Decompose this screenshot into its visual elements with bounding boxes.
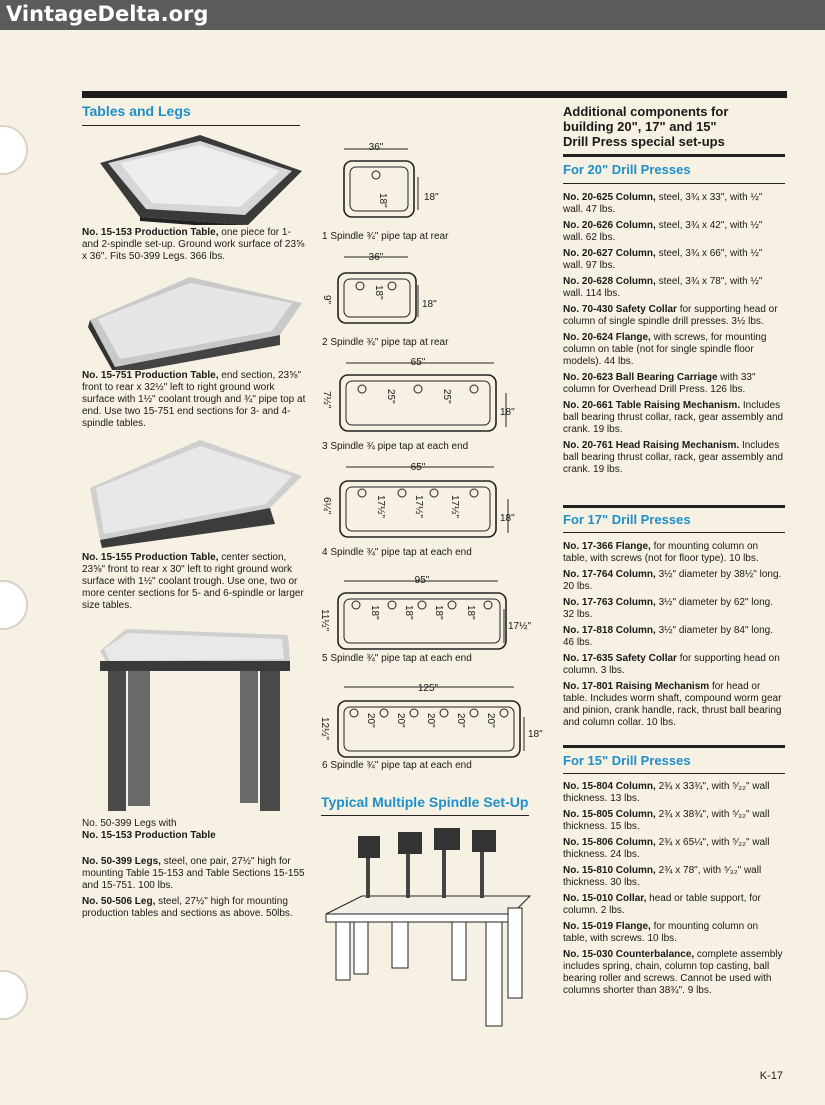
tables-and-legs-title: Tables and Legs <box>82 103 191 119</box>
list-item <box>563 304 785 328</box>
dim-depth: 18" <box>500 407 515 418</box>
item-50-399-name: No. 50-399 Legs, <box>82 856 161 867</box>
punch-hole <box>0 125 28 175</box>
legs-items <box>82 856 307 924</box>
for-15-list <box>563 781 785 1001</box>
list-item <box>563 541 785 565</box>
dim-side: 9" <box>321 295 332 305</box>
caption-2-spindle: 2 Spindle ¾" pipe tap at rear <box>322 337 449 348</box>
dim-width: 36" <box>368 142 384 153</box>
item-description: for mounting column on table, with screws (not for floor type). 10 lbs. <box>563 541 759 564</box>
heading-line2: building 20", 17" and 15" <box>563 119 717 134</box>
legs-with-table-image <box>78 625 310 815</box>
dim-width: 125" <box>417 683 439 694</box>
item-50-399 <box>82 856 307 892</box>
production-table-15-751-image <box>80 275 310 370</box>
for-17-title: For 17" Drill Presses <box>563 512 691 527</box>
item-name: No. 20-625 Column, <box>563 192 656 203</box>
diagram-4-spindle <box>321 462 515 537</box>
list-item <box>563 865 785 889</box>
dim-side: 12½" <box>319 717 330 741</box>
item-15-155-desc: center section, 23⅝" front to rear x 30" left to right ground work surface with 1½" coolant trough. Use one, two or more center sections for 5- and 6-spindle or larger size tables. <box>82 552 304 611</box>
additional-components-heading <box>563 104 783 149</box>
dim-spacing: 25" <box>385 389 396 404</box>
item-description: for mounting column on table, with screws. 10 lbs. <box>563 921 759 944</box>
list-item <box>563 400 785 436</box>
dim-spacing: 18" <box>377 193 388 208</box>
section-rule <box>563 154 785 157</box>
list-item <box>563 372 785 396</box>
diagram-3-spindle <box>321 357 515 431</box>
item-15-155-name: No. 15-155 Production Table, <box>82 552 219 563</box>
dim-spacing: 17½" <box>413 495 424 519</box>
dim-spacing: 20" <box>425 713 436 728</box>
item-description: with 33" column for Overhead Drill Press. 126 lbs. <box>563 372 756 395</box>
dim-width: 36" <box>368 252 384 263</box>
for-15-title: For 15" Drill Presses <box>563 753 691 768</box>
item-description: for supporting head on column. 3 lbs. <box>563 653 780 676</box>
item-name: No. 20-626 Column, <box>563 220 656 231</box>
list-item <box>563 597 785 621</box>
item-description: head or table support, for column. 2 lbs. <box>563 893 761 916</box>
dim-spacing: 20" <box>485 713 496 728</box>
diagram-5-spindle <box>319 575 531 649</box>
item-description: 3½" diameter by 62" long. 32 lbs. <box>563 597 773 620</box>
dim-spacing: 18" <box>369 605 380 620</box>
dim-spacing: 18" <box>373 285 384 300</box>
section-rule <box>563 183 785 184</box>
item-description: steel, 3¾ x 66", with ½" wall. 97 lbs. <box>563 248 763 271</box>
dim-spacing: 20" <box>455 713 466 728</box>
section-rule <box>321 815 529 816</box>
for-20-title: For 20" Drill Presses <box>563 162 691 177</box>
dim-side: 6¼" <box>321 497 332 515</box>
item-50-506 <box>82 896 307 920</box>
item-name: No. 20-628 Column, <box>563 276 656 287</box>
item-description: steel, 3¾ x 78", with ½" wall. 114 lbs. <box>563 276 763 299</box>
diagram-2-spindle <box>321 252 437 323</box>
section-rule <box>563 745 785 748</box>
setup-title: Typical Multiple Spindle Set-Up <box>321 794 529 810</box>
item-description: 3½" diameter by 38½" long. 20 lbs. <box>563 569 782 592</box>
list-item <box>563 681 785 729</box>
dim-spacing: 18" <box>403 605 414 620</box>
top-rule <box>82 91 787 98</box>
item-15-751 <box>82 370 307 430</box>
item-name: No. 70-430 Safety Collar <box>563 304 677 315</box>
item-name: No. 17-801 Raising Mechanism <box>563 681 710 692</box>
item-name: No. 17-366 Flange, <box>563 541 651 552</box>
item-name: No. 15-019 Flange, <box>563 921 651 932</box>
item-description: for supporting head or column of single spindle drill presses. 3½ lbs. <box>563 304 778 327</box>
dim-depth: 18" <box>422 299 437 310</box>
list-item <box>563 949 785 997</box>
dim-spacing: 18" <box>433 605 444 620</box>
dim-depth: 18" <box>424 192 439 203</box>
list-item <box>563 625 785 649</box>
dim-width: 65" <box>410 357 426 368</box>
item-15-153 <box>82 227 307 263</box>
diagram-6-spindle <box>319 683 543 757</box>
production-table-15-155-image <box>80 438 310 550</box>
dim-depth: 18" <box>500 513 515 524</box>
item-name: No. 20-761 Head Raising Mechanism. <box>563 440 740 451</box>
caption-6-spindle: 6 Spindle ¾" pipe tap at each end <box>322 760 472 771</box>
item-name: No. 20-661 Table Raising Mechanism. <box>563 400 741 411</box>
heading-line1: Additional components for <box>563 104 729 119</box>
production-table-15-153-image <box>80 133 310 225</box>
dim-depth: 18" <box>528 729 543 740</box>
list-item <box>563 809 785 833</box>
section-rule <box>563 532 785 533</box>
item-description: 2¾ x 65¼", with ⁵⁄₃₂" wall thickness. 24 lbs. <box>563 837 770 860</box>
caption-1-spindle: 1 Spindle ¾" pipe tap at rear <box>322 231 449 242</box>
list-item <box>563 653 785 677</box>
item-name: No. 20-623 Ball Bearing Carriage <box>563 372 718 383</box>
punch-hole <box>0 580 28 630</box>
list-item <box>563 220 785 244</box>
spindle-layout-diagrams <box>318 135 558 795</box>
list-item <box>563 569 785 593</box>
dim-spacing: 18" <box>465 605 476 620</box>
legs-caption-line1: No. 50-399 Legs with <box>82 818 177 829</box>
dim-width: 95" <box>414 575 430 586</box>
item-description: 2¾ x 33¾", with ⁵⁄₃₂" wall thickness. 13 lbs. <box>563 781 770 804</box>
dim-side: 7½" <box>321 391 332 409</box>
item-description: 3½" diameter by 84" long. 46 lbs. <box>563 625 773 648</box>
dim-spacing: 20" <box>365 713 376 728</box>
section-rule <box>82 125 300 126</box>
section-rule <box>563 505 785 508</box>
item-15-751-desc: end section, 23⅝" front to rear x 32½" left to right ground work surface with 1½" coolant trough and ¾" pipe top at end. Use two 15-751 end sections for 3- and 4-spindle tables. <box>82 370 306 429</box>
list-item <box>563 192 785 216</box>
list-item <box>563 921 785 945</box>
caption-5-spindle: 5 Spindle ¾" pipe tap at each end <box>322 653 472 664</box>
dim-spacing: 17½" <box>375 495 386 519</box>
item-name: No. 15-030 Counterbalance, <box>563 949 695 960</box>
item-description: with screws, for mounting column on table (not for single spindle floor models). 44 lbs. <box>563 332 767 367</box>
item-15-153-desc: one piece for 1- and 2-spindle set-up. Ground work surface of 23⅝ x 36". Fits 50-399 Legs. 366 lbs. <box>82 227 305 262</box>
item-50-399-desc: steel, one pair, 27½" high for mounting Table 15-153 and Table Sections 15-155 and 15-751. 100 lbs. <box>82 856 305 891</box>
item-name: No. 17-763 Column, <box>563 597 656 608</box>
list-item <box>563 440 785 476</box>
dim-spacing: 20" <box>395 713 406 728</box>
item-name: No. 15-810 Column, <box>563 865 656 876</box>
diagram-1-spindle <box>344 142 439 217</box>
for-20-list <box>563 192 785 480</box>
list-item <box>563 893 785 917</box>
item-name: No. 20-627 Column, <box>563 248 656 259</box>
site-banner <box>0 0 825 30</box>
list-item <box>563 837 785 861</box>
list-item <box>563 276 785 300</box>
dim-spacing: 25" <box>441 389 452 404</box>
item-description: 2¾ x 78", with ⁵⁄₃₂" wall thickness. 30 lbs. <box>563 865 762 888</box>
site-watermark: VintageDelta.org <box>6 2 209 26</box>
list-item <box>563 781 785 805</box>
item-name: No. 15-010 Collar, <box>563 893 647 904</box>
dim-depth: 17½" <box>508 621 532 632</box>
caption-3-spindle: 3 Spindle ¾ pipe tap at each end <box>322 441 469 452</box>
item-name: No. 15-804 Column, <box>563 781 656 792</box>
item-name: No. 20-624 Flange, <box>563 332 651 343</box>
caption-4-spindle: 4 Spindle ¾" pipe tap at each end <box>322 547 472 558</box>
item-description: for head or table. Includes worm shaft, compound worm gear and pinion, crank handle, rack, thrust ball bearing and column collar. 10 lbs. <box>563 681 782 728</box>
item-name: No. 17-818 Column, <box>563 625 656 636</box>
dim-spacing: 17½" <box>449 495 460 519</box>
item-description: steel, 3¾ x 33", with ½" wall. 47 lbs. <box>563 192 763 215</box>
item-name: No. 17-635 Safety Collar <box>563 653 677 664</box>
item-description: complete assembly includes spring, chain, column top casting, ball bearing roller and screws. Cannot be used with columns shorter than 38¾". 9 lbs. <box>563 949 783 996</box>
item-name: No. 17-764 Column, <box>563 569 656 580</box>
for-17-list <box>563 541 785 733</box>
list-item <box>563 332 785 368</box>
punch-hole <box>0 970 28 1020</box>
item-50-506-name: No. 50-506 Leg, <box>82 896 156 907</box>
item-description: steel, 3¾ x 42", with ½" wall. 62 lbs. <box>563 220 763 243</box>
item-description: Includes ball bearing thrust collar, rack, gear assembly and crank. 19 lbs. <box>563 440 784 475</box>
dim-side: 11½" <box>319 609 330 632</box>
item-name: No. 15-806 Column, <box>563 837 656 848</box>
legs-caption-line2: No. 15-153 Production Table <box>82 830 216 841</box>
list-item <box>563 248 785 272</box>
item-description: Includes ball bearing thrust collar, rack, gear assembly and crank. 19 lbs. <box>563 400 784 435</box>
page-number: K-17 <box>759 1070 783 1082</box>
section-rule <box>563 773 785 774</box>
item-name: No. 15-805 Column, <box>563 809 656 820</box>
item-description: 2¾ x 38¾", with ⁵⁄₃₂" wall thickness. 15 lbs. <box>563 809 770 832</box>
item-50-506-desc: steel, 27½" high for mounting production tables and sections as above. 50lbs. <box>82 896 293 919</box>
item-15-153-name: No. 15-153 Production Table, <box>82 227 219 238</box>
item-15-155 <box>82 552 307 612</box>
heading-line3: Drill Press special set-ups <box>563 134 725 149</box>
item-15-751-name: No. 15-751 Production Table, <box>82 370 219 381</box>
dim-width: 65" <box>410 462 426 473</box>
multiple-spindle-setup-image <box>322 822 532 1032</box>
